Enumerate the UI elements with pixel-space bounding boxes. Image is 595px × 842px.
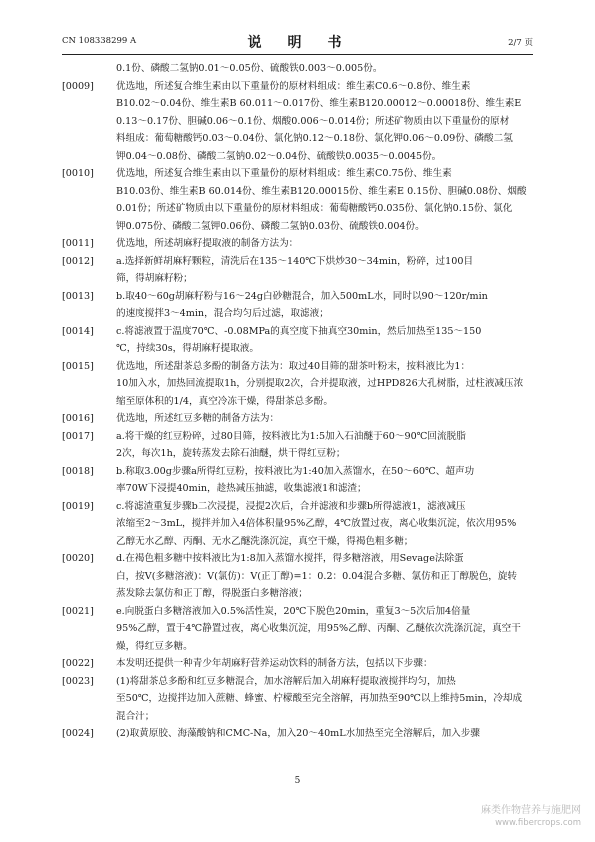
line-text: 浓缩至2～3mL，搅拌并加入4倍体积量95%乙醇，4℃放置过夜，离心收集沉淀，依次用95%: [116, 518, 517, 529]
text-line: [62, 200, 535, 218]
text-line: [62, 288, 535, 306]
watermark-site-name: 麻类作物营养与施肥网: [481, 805, 581, 816]
line-text: 优选地，所述红豆多糖的制备方法为：: [116, 413, 280, 424]
text-line: [62, 638, 535, 656]
text-line: [62, 463, 535, 481]
text-line: [62, 550, 535, 568]
paragraph-number: [0021]: [62, 605, 94, 617]
text-line: [62, 690, 535, 708]
paragraph-number: [0014]: [62, 325, 94, 337]
line-text: 料组成：葡萄糖酸钙0.03～0.04份、氯化钠0.12～0.18份、氯化钾0.06～0.09份、磷酸二氢: [116, 133, 513, 144]
text-line: [62, 533, 535, 551]
line-text: 10加入水，加热回流提取1h，分别提取2次，合并提取液，过HPD826大孔树脂，过柱液减压浓: [116, 378, 524, 389]
text-line: [62, 253, 535, 271]
line-text: (1)将甜茶总多酚和红豆多糖混合，加水溶解后加入胡麻籽提取液搅拌均匀，加热: [116, 675, 456, 687]
paragraph-number: [0022]: [62, 658, 94, 669]
paragraph-number: [0024]: [62, 728, 94, 739]
document-body: [62, 60, 535, 743]
line-text: 95%乙醇，置于4℃静置过夜，离心收集沉淀，用95%乙醇、丙酮、乙醚依次洗涤沉淀，真空干: [116, 623, 521, 634]
header-rule: [62, 54, 533, 55]
line-text: 优选地，所述胡麻籽提取液的制备方法为：: [116, 238, 299, 249]
line-text: 0.01份；所述矿物质由以下重量份的原材料组成：葡萄糖酸钙0.035份、氯化钠0.15份、氯化: [116, 203, 513, 214]
line-text: b.称取3.00g步骤a所得红豆粉，按料液比为1:40加入蒸馏水，在50～60℃、超声功: [116, 465, 475, 477]
paragraph-number: [0013]: [62, 290, 94, 302]
line-text: b.取40～60g胡麻籽粉与16～24g白砂糖混合，加入500mL水，同时以90～120r/min: [116, 290, 488, 302]
text-line: [62, 235, 535, 253]
watermark: [481, 804, 581, 830]
line-text: e.向脱蛋白多糖溶液加入0.5%活性炭，20℃下脱色20min，重复3～5次后加4倍量: [116, 605, 471, 617]
text-line: [62, 218, 535, 236]
line-text: (2)取黄原胶、海藻酸钠和CMC-Na，加入20～40mL水加热至完全溶解后，加入步骤: [116, 728, 480, 739]
text-line: [62, 620, 535, 638]
line-text: 乙醇无水乙醇、丙酮、无水乙醚洗涤沉淀，真空干燥，得褐色粗多糖；: [116, 535, 414, 547]
text-line: [62, 655, 535, 673]
paragraph-number: [0019]: [62, 500, 94, 512]
text-line: [62, 498, 535, 516]
text-line: [62, 585, 535, 603]
text-line: [62, 130, 535, 148]
text-line: [62, 708, 535, 726]
text-line: [62, 113, 535, 131]
line-text: a.将干燥的红豆粉碎，过80目筛，按料液比为1:5加入石油醚于60～90℃回流脱脂: [116, 430, 466, 442]
text-line: [62, 148, 535, 166]
line-text: 蒸发除去氯仿和正丁醇，得脱蛋白多糖溶液；: [116, 588, 308, 599]
page-number: 5: [294, 776, 301, 786]
line-text: 钾0.04～0.08份、磷酸二氢钠0.02～0.04份、硫酸铁0.0035～0.0045份。: [116, 150, 442, 162]
line-text: 混合汁；: [116, 710, 155, 722]
line-text: c.将滤液置于温度70℃、-0.08MPa的真空度下抽真空30min，然后加热至135～150: [116, 325, 482, 337]
document-title: 说 明 书: [247, 35, 348, 51]
watermark-url: www.fibercrops.com: [495, 818, 581, 828]
line-text: 0.13～0.17份、胆碱0.06～0.1份、烟酸0.006～0.014份；所述矿物质由以下重量份的原材: [116, 115, 510, 127]
paragraph-number: [0015]: [62, 360, 94, 372]
line-text: 率70W下浸提40min，趁热减压抽滤，收集滤液1和滤渣；: [116, 483, 367, 494]
paragraph-number: [0016]: [62, 413, 94, 424]
text-line: [62, 340, 535, 358]
paragraph-number: [0010]: [62, 168, 94, 179]
text-line: [62, 515, 535, 533]
text-line: [62, 358, 535, 376]
paragraph-number: [0023]: [62, 675, 94, 687]
line-text: 2次，每次1h，旋转蒸发去除石油醚，烘干得红豆粉；: [116, 448, 346, 459]
line-text: 优选地，所述复合维生素由以下重量份的原材料组成：维生素C0.75份、维生素: [116, 168, 452, 179]
line-text: 白，按V(多糖溶液)：V(氯仿)：V(正丁醇)=1：0.2：0.04混合多糖、氯仿和正丁醇脱色，旋转: [116, 570, 518, 582]
text-line: [62, 183, 535, 201]
paragraph-number: [0020]: [62, 553, 94, 564]
text-line: [62, 480, 535, 498]
line-text: 的速度搅拌3～4min，混合均匀后过滤，取滤液；: [116, 308, 329, 319]
line-text: 本发明还提供一种青少年胡麻籽营养运动饮料的制备方法，包括以下步骤：: [116, 658, 433, 669]
line-text: 0.1份、磷酸二氢钠0.01～0.05份、硫酸铁0.003～0.005份。: [116, 63, 383, 74]
text-line: [62, 270, 535, 288]
text-line: [62, 78, 535, 96]
page-indicator: 2/7 页: [508, 38, 533, 48]
line-text: 至50℃，边搅拌边加入蔗糖、蜂蜜、柠檬酸至完全溶解，再加热至90℃以上维持5min，冷却成: [116, 693, 523, 704]
line-text: B10.03份、维生素B 60.014份、维生素B120.00015份、维生素E 0.15份、胆碱0.08份、烟酸: [116, 185, 527, 197]
line-text: 优选地，所述甜茶总多酚的制备方法为：取过40目筛的甜茶叶粉末，按料液比为1：: [116, 360, 471, 372]
paragraph-number: [0012]: [62, 255, 94, 267]
line-text: 缩至原体积的1/4，真空冷冻干燥，得甜茶总多酚。: [116, 395, 333, 407]
text-line: [62, 410, 535, 428]
line-text: 燥，得红豆多糖。: [116, 640, 193, 652]
text-line: [62, 60, 535, 78]
text-line: [62, 428, 535, 446]
line-text: B10.02～0.04份、维生素B 60.011～0.017份、维生素B120.00012～0.00018份、维生素E: [116, 98, 522, 109]
paragraph-number: [0011]: [62, 238, 94, 249]
line-text: 钾0.075份、磷酸二氢钾0.06份、磷酸二氢钠0.03份、硫酸铁0.004份。: [116, 220, 425, 232]
line-text: a.选择新鲜胡麻籽颗粒，清洗后在135～140℃下烘炒30～34min，粉碎，过100目: [116, 255, 474, 267]
page-header: [62, 30, 533, 52]
text-line: [62, 323, 535, 341]
text-line: [62, 375, 535, 393]
text-line: [62, 725, 535, 743]
paragraph-number: [0018]: [62, 465, 94, 477]
patent-number: CN 108338299 A: [62, 36, 137, 46]
text-line: [62, 305, 535, 323]
text-line: [62, 393, 535, 411]
text-line: [62, 445, 535, 463]
text-line: [62, 568, 535, 586]
line-text: 优选地，所述复合维生素由以下重量份的原材料组成：维生素C0.6～0.8份、维生素: [116, 80, 471, 92]
line-text: c.将滤渣重复步骤b二次浸提，浸提2次后，合并滤液和步骤b所得滤液1，滤液减压: [116, 500, 466, 512]
text-line: [62, 673, 535, 691]
line-text: 筛，得胡麻籽粉；: [116, 273, 193, 284]
paragraph-number: [0017]: [62, 430, 94, 442]
paragraph-number: [0009]: [62, 80, 94, 92]
line-text: ℃，持续30s，得胡麻籽提取液。: [116, 343, 259, 354]
text-line: [62, 95, 535, 113]
text-line: [62, 165, 535, 183]
line-text: d.在褐色粗多糖中按料液比为1:8加入蒸馏水搅拌，得多糖溶液，用Sevage法除蛋: [116, 553, 464, 564]
text-line: [62, 603, 535, 621]
